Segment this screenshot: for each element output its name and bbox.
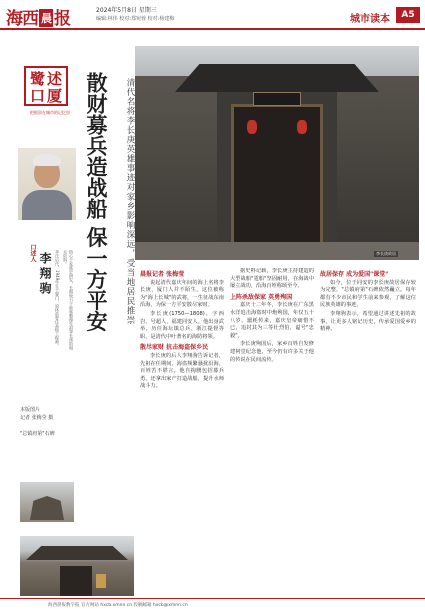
photo-credit-name: 记者 张梅莹 摄 — [20, 415, 54, 421]
article-paragraph: 如今，位于同安的李长庚故居保存较为完整，"总镇府第"石碑依然矗立。每年都有不少市民和学生前来参观，了解这位民族英雄的事迹。 — [320, 279, 416, 309]
portrait-hair — [33, 154, 61, 166]
column-badge-char: 述 — [47, 70, 63, 88]
article-column-1 — [140, 268, 224, 594]
article-paragraph: 李翔驹表示，希望通过讲述先祖的故事，让更多人铭记历史，传承爱国爱乡的精神。 — [320, 310, 416, 333]
footer-text: 海西晨报数字报 官方网站 hxcb.xmnn.cn 投稿邮箱 hxcb@xmnn.cn — [48, 603, 188, 608]
article-paragraph: 说起清代嘉庆年间的海上名将李长庚，厦门人并不陌生。这位被称为"海上长城"的武将，一生征战东南沿海，为保一方平安散尽家财。 — [140, 279, 224, 309]
photo-credit-label: 本版图片 — [20, 407, 41, 413]
subheadline: 清代名将李长庚英雄事迹对家乡影响深远，受当地居民推崇 — [125, 78, 135, 325]
article-column-2 — [230, 268, 314, 594]
newspaper-logo[interactable] — [6, 4, 70, 29]
section-heading: 上阵杀敌保家 英勇殉国 — [230, 293, 293, 301]
article-paragraph: 据史料记载，李长庚主持建造的大型战船"霆船"坚固耐用，在海战中屡立战功，沿海百姓称颂至今。 — [230, 268, 314, 290]
article-paragraph: 嘉庆十二年冬，李长庚在广东黑水洋追击海盗时中炮殉国，年仅五十八岁。噩耗传来，嘉庆皇帝痛惜不已，追封其为三等壮烈伯，谥号"忠毅"。 — [230, 302, 314, 339]
article-paragraph: 李长庚(1750—1808)，字西岩，号超人，福建同安人。他出身武举，历任海坛镇总兵、浙江提督等职，是清代中叶著名的海防将领。 — [140, 310, 224, 340]
section-heading: 散尽家财 抗击海盗保乡民 — [140, 344, 209, 352]
main-photo[interactable] — [135, 46, 419, 260]
photo-plaque — [253, 92, 301, 106]
photo-wall-right — [337, 76, 419, 260]
residence-door — [60, 566, 92, 596]
stele-caption: "总镇府第"石碑 — [20, 431, 55, 437]
article-paragraph: 李长庚殉国后，家乡百姓自发修建祠堂纪念他，至今仍有许多关于他的传说在民间流传。 — [230, 341, 314, 363]
author-label: 口述人 — [29, 244, 36, 262]
stele-shape — [30, 496, 64, 520]
article-column-3 — [320, 268, 416, 594]
masthead — [0, 0, 425, 30]
section-heading: 故居保存 成为爱国"课堂" — [320, 271, 389, 278]
photo-wall-left — [135, 76, 217, 260]
portrait-shirt — [22, 190, 72, 220]
issue-meta: 编辑:林伟 校对:郑宛蓉 校对:杨建梅 — [96, 16, 175, 22]
headline: 散财募兵造战船 保一方平安 — [84, 72, 109, 332]
column-badge-char: 口 — [30, 87, 46, 105]
article-paragraph: 李长庚的后人李翔驹告诉记者，先祖在任期间，海盗频繁骚扰沿海，百姓苦不堪言。他自掏腰包招募兵勇，还拿出家产打造战船，提升水师战斗力。 — [140, 352, 224, 390]
column-tagline: 把根留在城市的记忆里 — [30, 110, 70, 115]
column-badge — [24, 66, 68, 106]
photo-gate — [231, 104, 323, 250]
photo-credit — [20, 406, 53, 422]
issue-date: 2024年5月8日 星期三 — [96, 7, 157, 14]
logo-seal: 晨 — [39, 9, 53, 27]
stele-photo[interactable] — [20, 482, 74, 522]
residence-chair — [96, 574, 106, 588]
column-badge-char: 鹭 — [30, 70, 46, 88]
author-bio: 李氏后代，1949年生于厦门，退休前曾任高级工程师。 — [55, 250, 60, 349]
section-name: 城市读本 — [350, 14, 390, 25]
residence-roof — [26, 546, 128, 560]
author-portrait — [18, 148, 76, 220]
lantern-icon — [247, 120, 257, 134]
author-name: 李翔驹 — [38, 252, 52, 297]
logo-text-right: 报 — [54, 9, 70, 29]
logo-text-left: 海西 — [6, 9, 38, 29]
column-badge-char: 厦 — [47, 87, 63, 105]
photo-roof — [175, 64, 379, 92]
page-number-badge: A5 — [396, 7, 420, 23]
article-byline: 晨报记者 张梅莹 — [140, 271, 185, 278]
author-bio-continued: 热心于家族史研究，长期致力于收集整理先祖李长庚的相关资料。 — [63, 250, 74, 350]
main-photo-caption: 李长庚故居 — [376, 251, 396, 256]
lantern-icon — [297, 120, 307, 134]
residence-photo[interactable] — [20, 536, 134, 596]
page-footer — [0, 598, 425, 611]
